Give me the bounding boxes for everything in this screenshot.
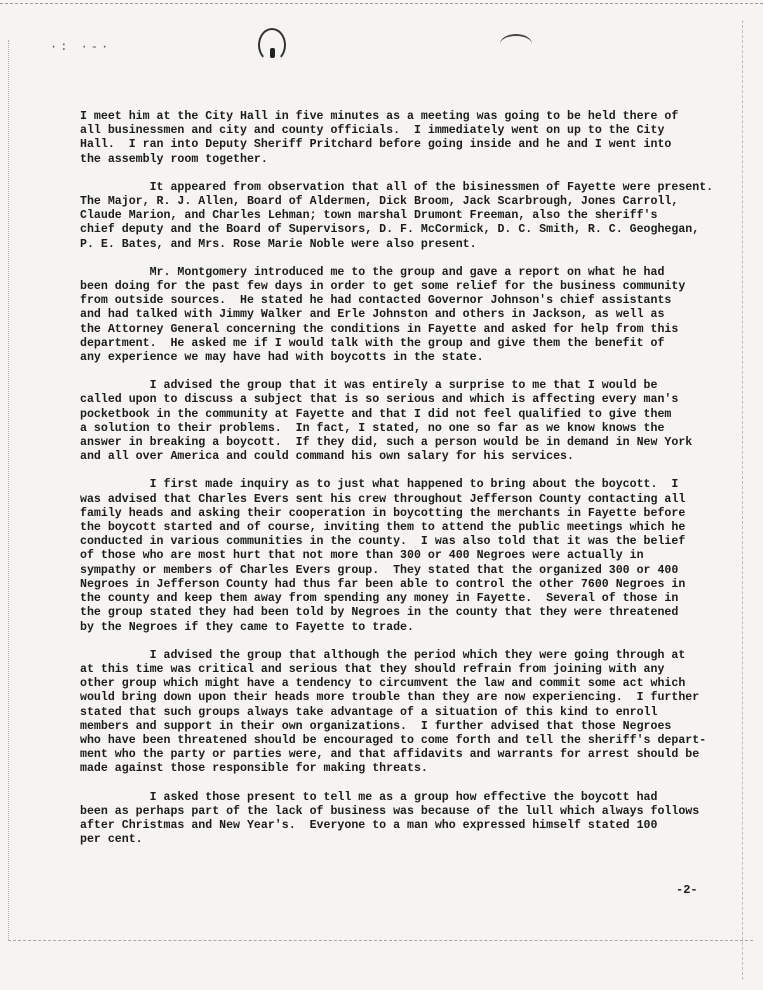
- right-edge-line: [742, 20, 743, 980]
- paragraph-2: It appeared from observation that all of the bisinessmen of Fayette were present. The Major, R. J. Allen, Board of Aldermen, Dick Broom, Jack Scarbrough, Jones Carroll, Claude Marion, and Charles Lehman; town marshal Drumont Freeman, also the sheriff's chief deputy and the Board of Supervisors, D. F. McCormick, D. C. Smith, R. C. Geoghegan, P. E. Bates, and Mrs. Rose Marie Noble were also present.: [80, 180, 714, 251]
- paragraph-1: I meet him at the City Hall in five minutes as a meeting was going to be held there of all businessmen and city and county officials. I immediately went on up to the City Hall. I ran into Deputy Sheriff Pritchard before going inside and he and I went into the assembly room together.: [80, 110, 679, 166]
- paragraph-3: Mr. Montgomery introduced me to the group and gave a report on what he had been doing for the past few days in order to get some relief for the business community from outside sources. He stated he had contacted Governor Johnson's chief assistants and had talked with Jimmy Walker and Erle Johnston and others in Jackson, as well as the Attorney General concerning the conditions in Fayette and asked for help from this department. He asked me if I would talk with the group and give them the benefit of any experience we may have had with boycotts in the state.: [80, 265, 686, 365]
- punch-hole-mark-right: [500, 34, 532, 54]
- document-body: [80, 110, 740, 861]
- page-number: -2-: [676, 883, 698, 897]
- punch-hole-mark: [258, 28, 286, 62]
- paragraph-6: I advised the group that although the period which they were going through at at this time was critical and serious that they should refrain from joining with any other group which might have a tendency to circumvent the law and commit some act which would bring down upon their heads more trouble than they are now experiencing. I further stated that such groups always take advantage of a situation of this kind to enroll members and support in their own organizations. I further advised that those Negroes who have been threatened should be encouraged to come forth and tell the sheriff's depart- ment who the party or parties were, and that affidavits and warrants for arrest should be made against those responsible for making threats.: [80, 648, 707, 776]
- paragraph-7: I asked those present to tell me as a group how effective the boycott had been as perhaps part of the lack of business was because of the lull which always follows after Christmas and New Year's. Everyone to a man who expressed himself stated 100 per cent.: [80, 790, 700, 847]
- top-edge-line: [0, 3, 763, 4]
- paragraph-4: I advised the group that it was entirely a surprise to me that I would be called upon to discuss a subject that is so serious and which is affecting every man's pocketbook in the community at Fayette and that I did not feel qualified to give them a solution to their problems. In fact, I stated, no one so far as we know knows the answer in breaking a boycott. If they did, such a person would be in demand in New York and all over America and could command his own salary for his services.: [80, 379, 693, 464]
- bottom-edge-line: [8, 940, 753, 941]
- paragraph-5: I first made inquiry as to just what happened to bring about the boycott. I was advised that Charles Evers sent his crew throughout Jefferson County contacting all family heads and asking their cooperation in boycotting the merchants in Fayette before the boycott started and of course, inviting them to attend the public meetings which he conducted in various communities in the county. I was also told that it was the belief of those who are most hurt that not more than 300 or 400 Negroes were actually in sympathy or members of Charles Evers group. They stated that the organized 300 or 400 Negroes in Jefferson County had thus far been able to control the other 7600 Negroes in the county and keep them away from spending any money in Fayette. Several of those in the group stated they had been told by Negroes in the county that they were threatened by the Negroes if they came to Fayette to trade.: [80, 478, 686, 634]
- left-edge-line: [8, 40, 9, 940]
- margin-marks: ·: ·-·: [50, 40, 112, 54]
